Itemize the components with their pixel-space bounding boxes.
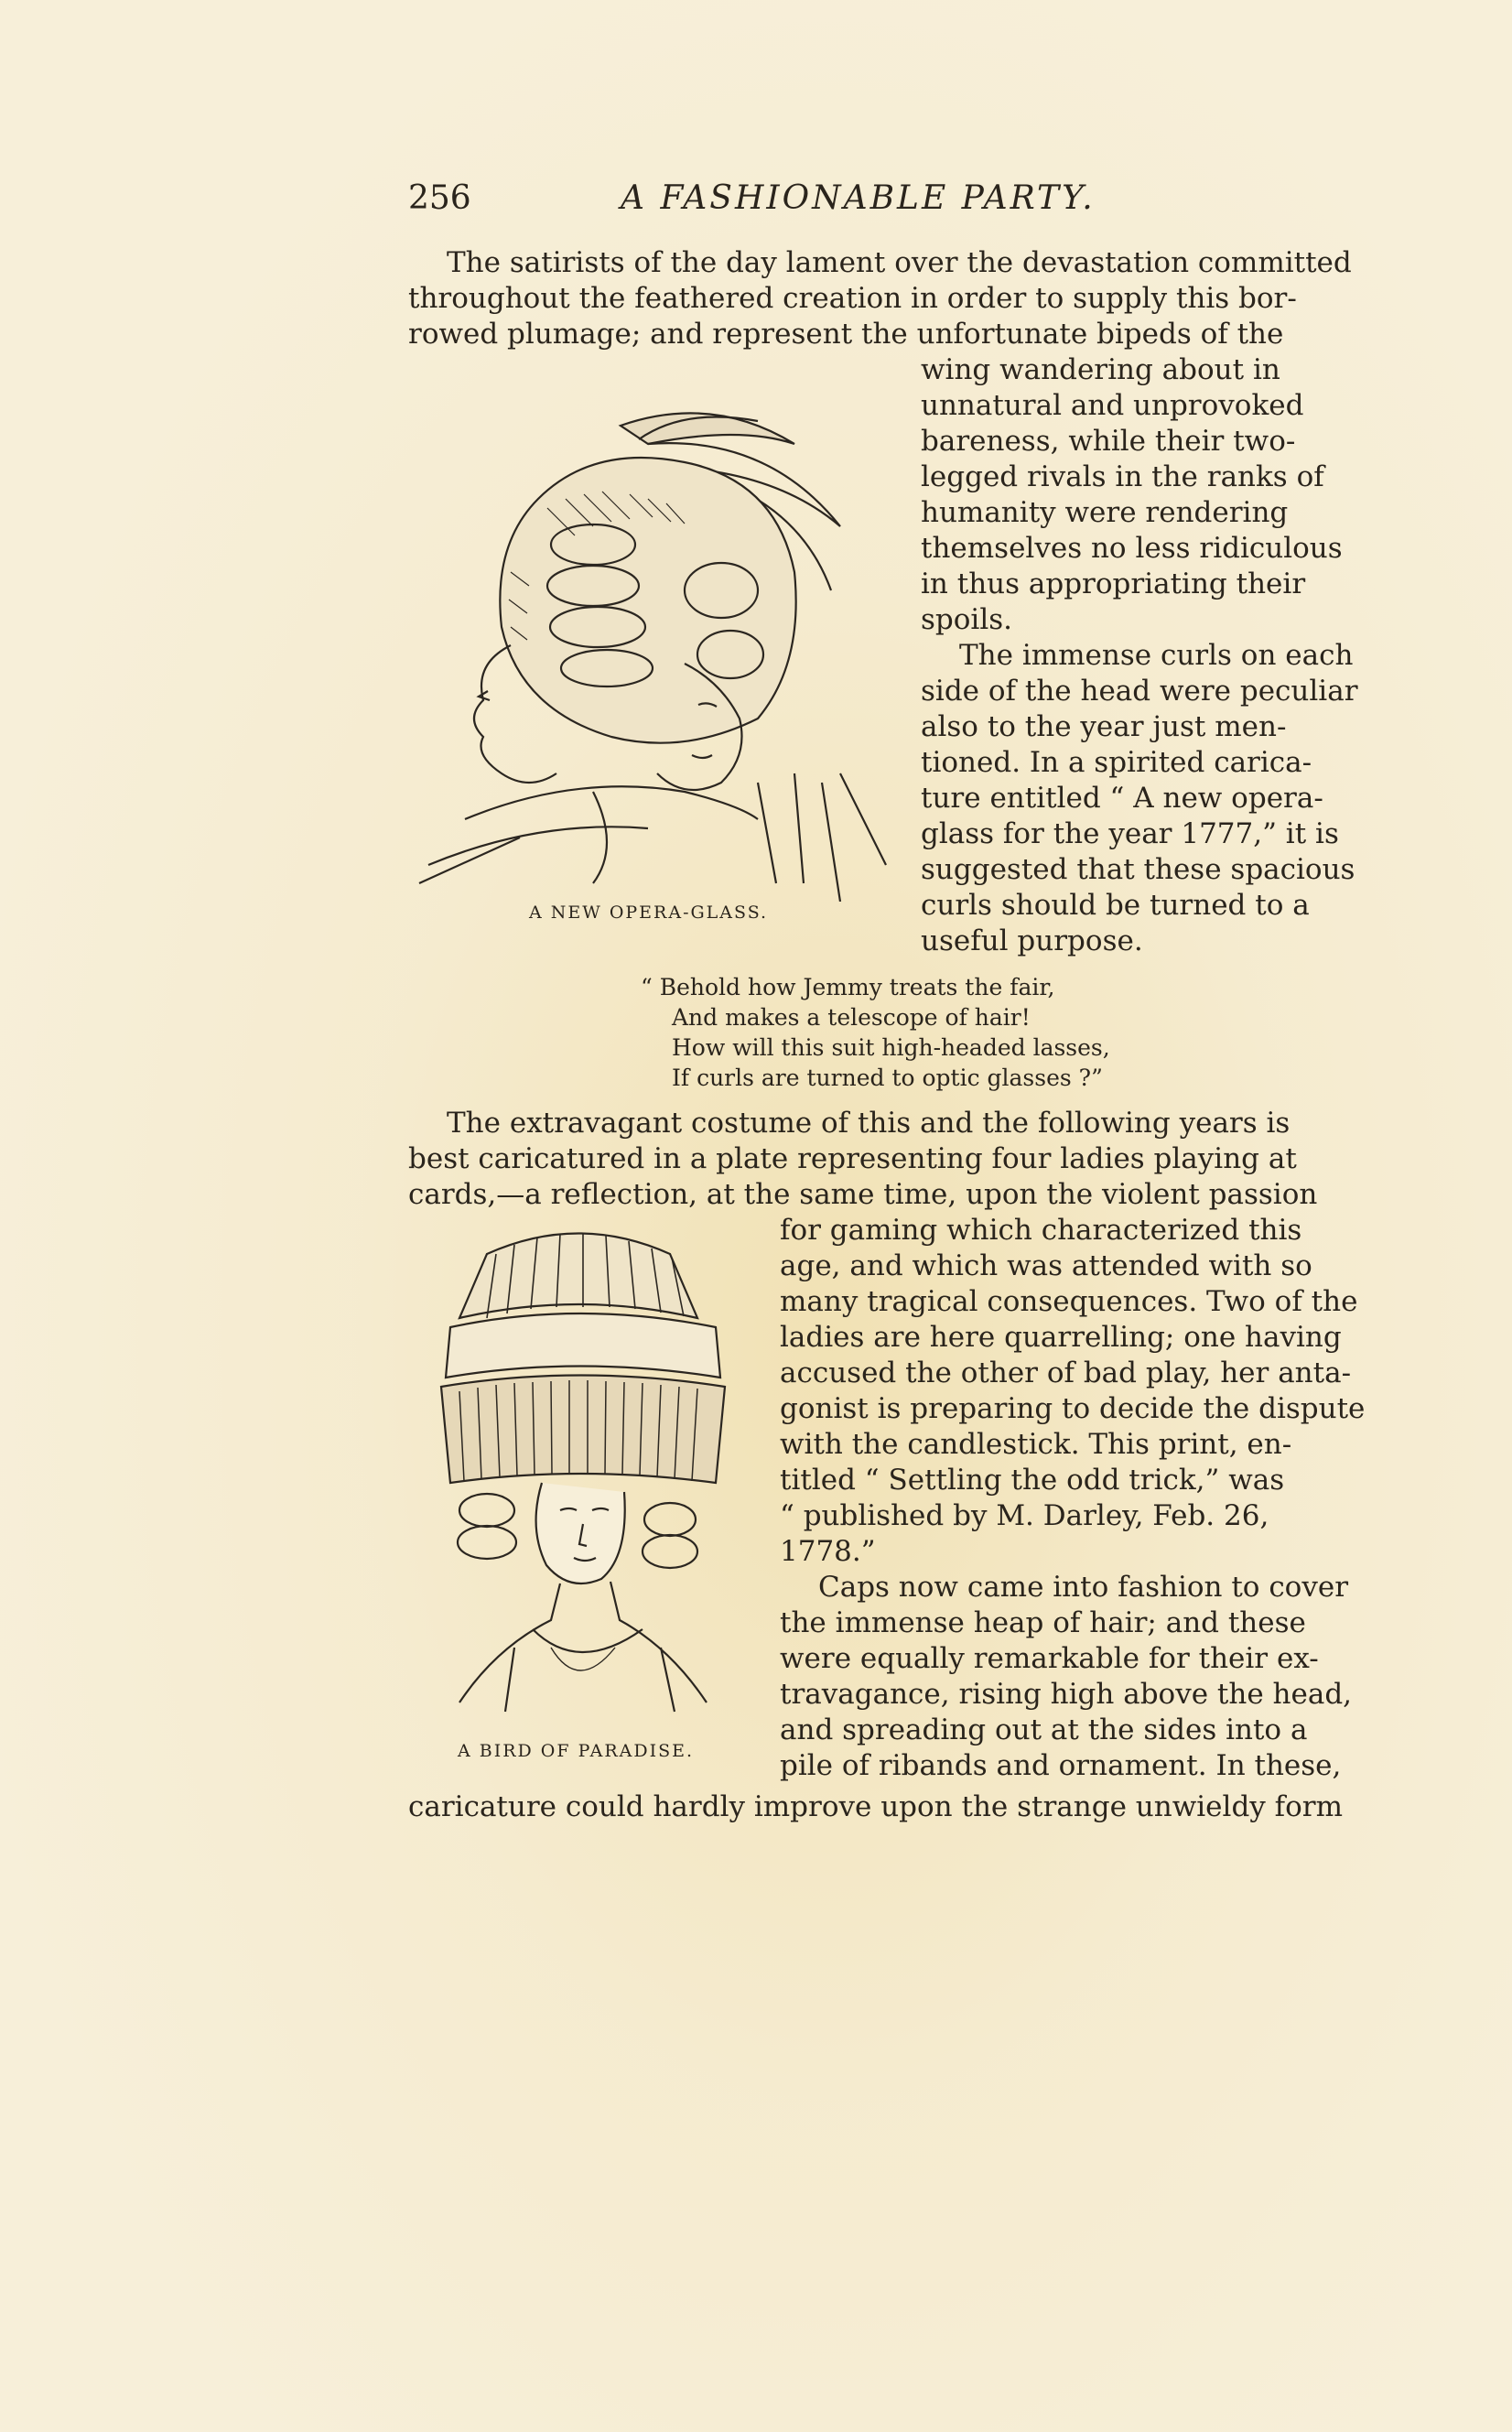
figure-1-caption: A NEW OPERA-GLASS. — [529, 903, 769, 923]
text-line: ladies are here quarrelling; one having — [780, 1321, 1342, 1354]
text-line: rowed plumage; and represent the unfortunate bipeds of the — [408, 318, 1284, 351]
text-line: themselves no less ridiculous — [921, 532, 1343, 565]
text-line: unnatural and unprovoked — [921, 389, 1304, 422]
text-line: legged rivals in the ranks of — [921, 460, 1324, 493]
text-line: 1778.” — [780, 1535, 876, 1568]
text-line: best caricatured in a plate representing four ladies playing at — [408, 1142, 1297, 1175]
poem-line: And makes a telescope of hair! — [672, 1004, 1031, 1031]
text-line: for gaming which characterized this — [780, 1214, 1302, 1247]
text-line: in thus appropriating their — [921, 567, 1306, 600]
text-line: also to the year just men- — [921, 710, 1287, 743]
text-line: gonist is preparing to decide the dispute — [780, 1392, 1366, 1425]
text-line: with the candlestick. This print, en- — [780, 1428, 1292, 1461]
text-line: caricature could hardly improve upon the strange unwieldy form — [408, 1790, 1344, 1823]
text-line: ture entitled “ A new opera- — [921, 782, 1323, 815]
text-line: tioned. In a spirited carica- — [921, 746, 1312, 779]
text-line: accused the other of bad play, her anta- — [780, 1357, 1352, 1389]
paragraph-3-full — [408, 1106, 1360, 1213]
poem-line: If curls are turned to optic glasses ?” — [672, 1065, 1103, 1091]
text-line: glass for the year 1777,” it is — [921, 817, 1339, 850]
bird-of-paradise-illustration — [423, 1217, 743, 1730]
opera-glass-illustration — [410, 389, 895, 902]
text-line: were equally remarkable for their ex- — [780, 1642, 1319, 1675]
paragraph-1-full — [408, 245, 1360, 352]
paragraph-1-right — [921, 352, 1360, 959]
poem-line: “ Behold how Jemmy treats the fair, — [641, 974, 1055, 1000]
figure-2-caption: A BIRD OF PARADISE. — [458, 1741, 695, 1761]
text-line: and spreading out at the sides into a — [780, 1713, 1308, 1746]
text-line: “ published by M. Darley, Feb. 26, — [780, 1499, 1269, 1532]
text-line: the immense heap of hair; and these — [780, 1606, 1306, 1639]
text-line: humanity were rendering — [921, 496, 1289, 529]
text-line: cards,—a reflection, at the same time, upon the violent passion — [408, 1178, 1318, 1211]
text-line: bareness, while their two- — [921, 425, 1296, 458]
text-line: The immense curls on each — [959, 639, 1354, 672]
text-line: travagance, rising high above the head, — [780, 1678, 1353, 1711]
poem-line: How will this suit high-headed lasses, — [672, 1034, 1110, 1061]
text-line: The extravagant costume of this and the following years is — [447, 1107, 1291, 1140]
text-line: curls should be turned to a — [921, 889, 1310, 922]
text-line: many tragical consequences. Two of the — [780, 1285, 1358, 1318]
page-title: A FASHIONABLE PARTY. — [621, 179, 1096, 217]
text-line: titled “ Settling the odd trick,” was — [780, 1464, 1285, 1497]
text-line: pile of ribands and ornament. In these, — [780, 1749, 1342, 1782]
text-line: side of the head were peculiar — [921, 675, 1358, 708]
paragraph-3-right — [780, 1213, 1366, 1784]
poem — [641, 972, 1110, 1093]
paragraph-4-full — [408, 1789, 1360, 1825]
text-line: throughout the feathered creation in order to supply this bor- — [408, 282, 1297, 315]
text-line: spoils. — [921, 603, 1013, 636]
text-line: useful purpose. — [921, 924, 1143, 957]
text-line: suggested that these spacious — [921, 853, 1355, 886]
text-line: age, and which was attended with so — [780, 1249, 1312, 1282]
text-line: Caps now came into fashion to cover — [818, 1571, 1349, 1604]
text-line: The satirists of the day lament over the devastation committed — [447, 246, 1352, 279]
running-head — [408, 179, 1360, 225]
text-line: wing wandering about in — [921, 353, 1280, 386]
page-number: 256 — [408, 179, 471, 217]
